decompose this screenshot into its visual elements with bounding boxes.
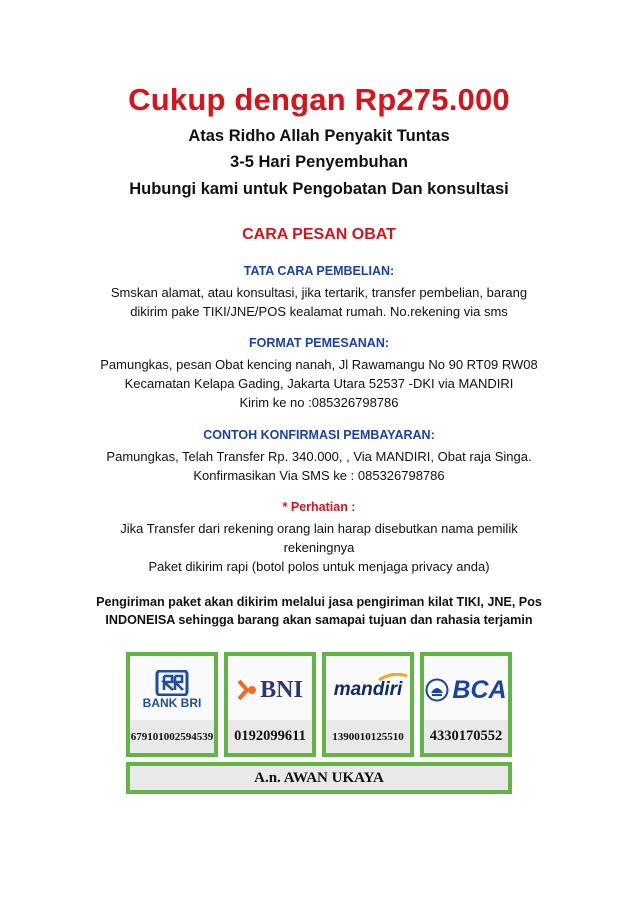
bca-emblem-icon (425, 678, 449, 702)
confirmation-heading: CONTOH KONFIRMASI PEMBAYARAN: (203, 428, 435, 442)
procedure-line-2: dikirim pake TIKI/JNE/POS kealamat rumah. No.rekening via sms (130, 304, 508, 319)
confirmation-text (60, 447, 578, 485)
subtitle-line-2: 3-5 Hari Penyembuhan (230, 153, 408, 171)
bri-account-number: 679101002594539 (130, 720, 214, 753)
format-heading: FORMAT PEMESANAN: (248, 336, 390, 350)
notice-line-3: Paket dikirim rapi (botol polos untuk menjaga privacy anda) (148, 559, 490, 574)
bca-account-number: 4330170552 (424, 720, 508, 753)
bank-accounts-panel (126, 652, 512, 794)
bank-card-mandiri (322, 652, 414, 757)
order-heading: CARA PESAN OBAT (242, 226, 396, 243)
bca-logo-label: BCA (452, 675, 507, 704)
mandiri-swoosh-icon (378, 673, 408, 681)
mandiri-logo (326, 656, 410, 724)
notice-line-2: rekeningnya (283, 540, 355, 555)
format-line-1: Pamungkas, pesan Obat kencing nanah, Jl Rawamangu No 90 RT09 RW08 (100, 357, 538, 372)
notice-heading: * Perhatian : (282, 500, 356, 514)
mandiri-logo-label: mandiri (333, 679, 403, 700)
account-holder-name: A.n. AWAN UKAYA (126, 762, 512, 794)
procedure-text (60, 283, 578, 321)
page-title: Cukup dengan Rp275.000 (128, 82, 510, 117)
bri-emblem-icon (155, 670, 189, 696)
subtitle-line-3: Hubungi kami untuk Pengobatan Dan konsultasi (129, 180, 509, 198)
format-text (60, 355, 578, 412)
notice-line-1: Jika Transfer dari rekening orang lain harap disebutkan nama pemilik (120, 521, 518, 536)
format-line-2: Kecamatan Kelapa Gading, Jakarta Utara 52537 -DKI via MANDIRI (124, 376, 514, 391)
mandiri-account-number: 1390010125510 (326, 720, 410, 753)
subtitle-line-1: Atas Ridho Allah Penyakit Tuntas (188, 127, 450, 145)
bni-account-number: 0192099611 (228, 720, 312, 753)
procedure-heading: TATA CARA PEMBELIAN: (243, 264, 395, 278)
procedure-line-1: Smskan alamat, atau konsultasi, jika tertarik, transfer pembelian, barang (110, 285, 528, 300)
shipping-line-1: Pengiriman paket akan dikirim melalui jasa pengiriman kilat TIKI, JNE, Pos (96, 595, 542, 609)
bri-logo-label: BANK BRI (142, 696, 202, 710)
bca-logo (424, 656, 508, 724)
bni-emblem-icon (237, 679, 257, 701)
notice-text (60, 519, 578, 576)
shipping-text (50, 593, 588, 629)
confirmation-line-2: Konfirmasikan Via SMS ke : 085326798786 (193, 468, 445, 483)
bank-card-bri (126, 652, 218, 757)
bni-logo (228, 656, 312, 724)
shipping-line-2: INDONEISA sehingga barang akan samapai tujuan dan rahasia terjamin (105, 613, 533, 627)
bri-logo (130, 656, 214, 724)
bni-logo-label: BNI (260, 676, 303, 703)
confirmation-line-1: Pamungkas, Telah Transfer Rp. 340.000, , Via MANDIRI, Obat raja Singa. (106, 449, 532, 464)
format-line-3: Kirim ke no :085326798786 (239, 395, 399, 410)
bank-card-bni (224, 652, 316, 757)
bank-card-bca (420, 652, 512, 757)
